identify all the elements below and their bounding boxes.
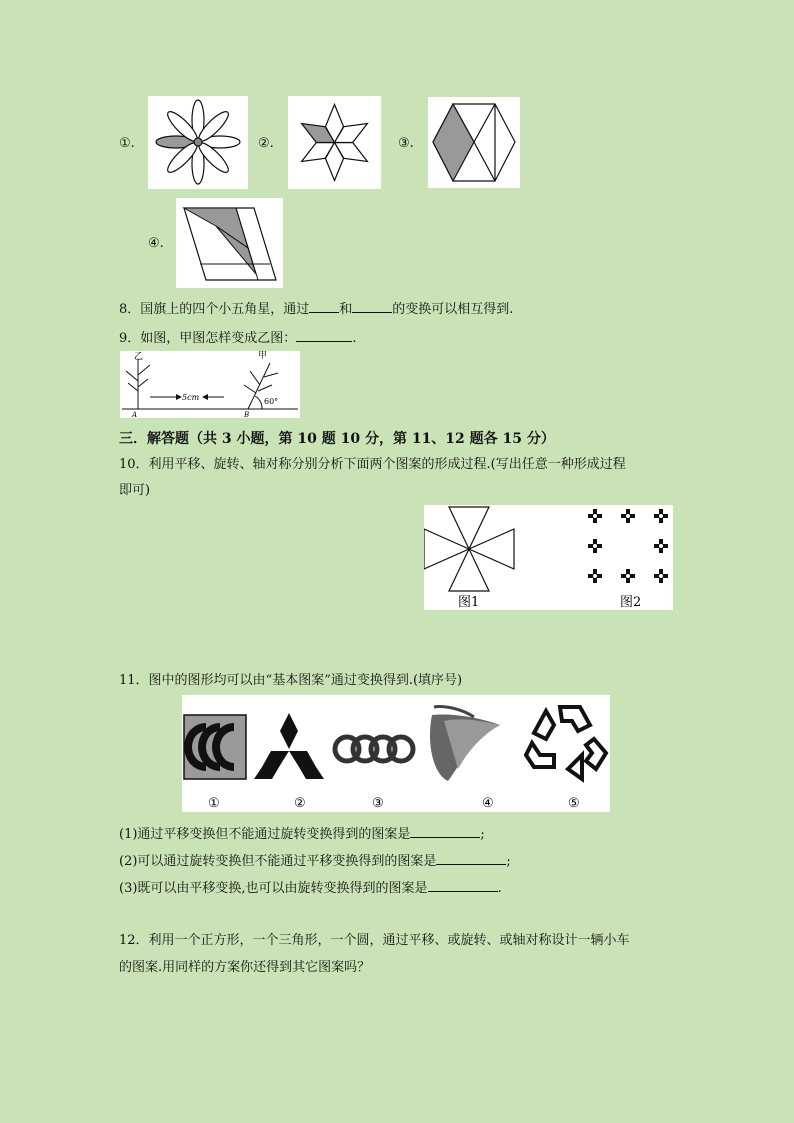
q11-figure-panel [182, 695, 610, 812]
question-10-line2: 即可) [119, 483, 151, 498]
question-8: 8．国旗上的四个小五角星，通过 和 的变换可以相互得到. [119, 302, 514, 317]
q10-figure-panel [424, 505, 673, 610]
parallelogram-figure [176, 198, 283, 288]
q11-label-4: ④ [482, 796, 494, 811]
section-3-heading: 三．解答题（共 3 小题，第 10 题 10 分，第 11、12 题各 15 分） [119, 431, 555, 447]
q11-label-1: ① [208, 796, 220, 811]
cross-icon [654, 539, 668, 553]
label-yi: 乙 [134, 352, 144, 362]
question-10-line1: 10．利用平移、旋转、轴对称分别分析下面两个图案的形成过程.(写出任意一种形成过程 [119, 457, 626, 472]
flower-figure [148, 96, 248, 189]
flower-center [194, 138, 202, 146]
question-9: 9．如图，甲图怎样变成乙图： . [119, 331, 357, 346]
question-12-line1: 12．利用一个正方形，一个三角形，一个圆，通过平移、或旋转、或轴对称设计一辆小车 [119, 933, 630, 948]
answer-blank[interactable] [436, 852, 506, 865]
cross-icon [654, 569, 668, 583]
option-4-label: ④. [148, 236, 164, 251]
arrow-head [202, 394, 208, 400]
angle-label: 60° [264, 397, 279, 406]
answer-blank[interactable] [309, 300, 339, 313]
three-diamonds-logo [254, 713, 324, 779]
label-jia: 甲 [258, 351, 268, 361]
answer-blank[interactable] [428, 879, 498, 892]
distance-label: 5cm [182, 393, 200, 402]
question-11-sub2: (2)可以通过旋转变换但不能通过平移变换得到的图案是 ; [119, 854, 511, 869]
question-11: 11．图中的图形均可以由“基本图案”通过变换得到.(填序号) [119, 673, 463, 688]
q11-label-3: ③ [372, 796, 384, 811]
answer-blank[interactable] [352, 300, 392, 313]
cross-icon [588, 539, 602, 553]
hexagon-figure [428, 97, 520, 188]
triangle-pinwheel [424, 507, 514, 591]
swirl-logo [430, 706, 500, 781]
option-3-label: ③. [398, 136, 414, 151]
cross-icon [621, 569, 635, 583]
four-rings-logo [335, 737, 413, 761]
cross-icons [588, 509, 668, 583]
question-11-sub1: (1)通过平移变换但不能通过旋转变换得到的图案是 ; [119, 827, 485, 842]
ccc-logo [184, 715, 246, 779]
fig2-label: 图2 [620, 595, 642, 610]
question-11-sub3: (3)既可以由平移变换,也可以由旋转变换得到的图案是 . [119, 881, 502, 896]
q11-label-5: ⑤ [568, 796, 580, 811]
fig1-label: 图1 [458, 595, 480, 610]
option-2-label: ②. [258, 136, 274, 151]
hexagram-figure [288, 96, 381, 189]
q11-figures [182, 695, 610, 812]
answer-blank[interactable] [410, 825, 480, 838]
q10-figures [424, 505, 673, 610]
tree-transform-figure [120, 351, 300, 418]
point-b-label: B [244, 411, 250, 418]
cross-icon [588, 509, 602, 523]
answer-blank[interactable] [296, 329, 352, 342]
cross-icon [621, 509, 635, 523]
question-12-line2: 的图案.用同样的方案你还得到其它图案吗？ [119, 960, 371, 975]
cross-icon [588, 569, 602, 583]
q11-label-2: ② [294, 796, 306, 811]
cross-icon [654, 509, 668, 523]
option-1-label: ①. [119, 136, 135, 151]
recycle-logo [526, 707, 606, 779]
point-a-label: A [132, 411, 138, 418]
tree-yi [126, 359, 150, 409]
